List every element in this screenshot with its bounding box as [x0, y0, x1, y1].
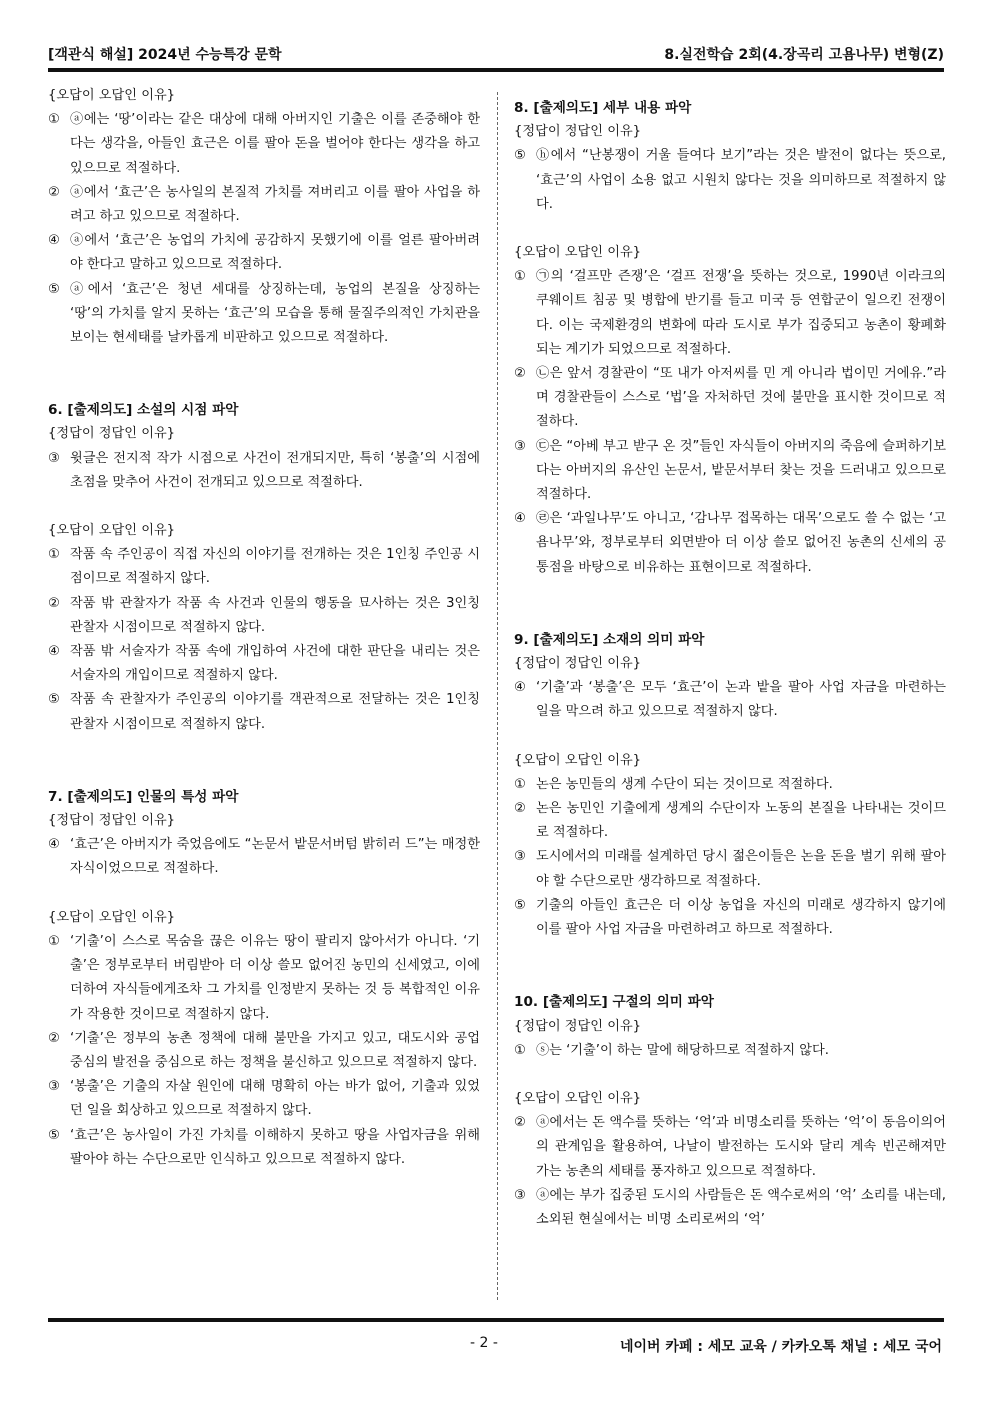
subsection-label: {정답이 정답인 이유}: [48, 813, 176, 829]
subsection-label: {오답이 오답인 이유}: [48, 909, 176, 925]
answer-item: [48, 1027, 480, 1075]
choice-number: ②: [48, 595, 60, 611]
choice-number: ③: [48, 1079, 60, 1095]
subsection-label: {오답이 오답인 이유}: [48, 88, 176, 103]
spacer: [48, 737, 480, 761]
answer-item: [48, 688, 480, 736]
choice-number: ②: [514, 366, 526, 382]
section-heading: 6. [출제의도] 소설의 시점 파악: [48, 402, 239, 419]
header-subtitle: 8.실전학습 2회(4.장곡리 고욤나무) 변형(Z): [664, 47, 944, 63]
spacer: [514, 725, 946, 749]
choice-number: ③: [48, 450, 60, 466]
choice-number: ①: [514, 269, 526, 285]
answer-item: [514, 507, 946, 580]
choice-number: ③: [514, 438, 526, 454]
footer-credit: 네이버 카페 : 세모 교육 / 카카오톡 채널 : 세모 국어: [619, 1339, 942, 1355]
item-text: ㉣은 ‘과일나무’도 아니고, ‘감나무 접목하는 대목’으로도 쓸 수 없는 ‘고욤나무’와, 정부로부터 외면받아 더 이상 쓸모 없어진 농촌의 신세의 공통점을 바탕으로 비유하는 표현이므로 적절하다.: [536, 511, 946, 575]
answer-item: [48, 447, 480, 495]
header-rule: [48, 68, 944, 72]
footer-rule: [48, 1318, 944, 1322]
header-title: [객관식 해설] 2024년 수능특강 문학: [48, 47, 282, 63]
answer-item: [48, 229, 480, 277]
answer-item: [514, 845, 946, 893]
item-text: ⓐ에서 ‘효근’은 농업의 가치에 공감하지 못했기에 이를 얼른 팔아버려야 한다고 말하고 있으므로 적절하다.: [70, 233, 480, 273]
item-text: ⓗ에서 “난봉쟁이 거울 들여다 보기”라는 것은 발전이 없다는 뜻으로, ‘효근’의 사업이 소용 없고 시원치 않다는 것을 의미하므로 적절하지 않다.: [536, 148, 946, 212]
answer-item: [514, 1184, 946, 1232]
subsection-label: {정답이 정답인 이유}: [514, 124, 642, 140]
answer-item: [48, 833, 480, 881]
item-text: ⓐ에서는 돈 액수를 뜻하는 ‘억’과 비명소리를 뜻하는 ‘억’이 동음이의어의 관계임을 활용하여, 나날이 발전하는 도시와 달리 계속 빈곤해져만 가는 농촌의 세태를 풍자하고 있으므로 적절하다.: [536, 1115, 946, 1179]
subsection-label: {정답이 정답인 이유}: [48, 426, 176, 442]
item-text: ⓐ에서 ‘효근’은 청년 세대를 상징하는데, 농업의 본질을 상징하는 ‘땅’의 가치를 알지 못하는 ‘효근’의 모습을 통해 물질주의적인 가치관을 보이는 현세태를 날카롭게 비판하고 있으므로 적절하다.: [70, 281, 480, 346]
item-text: 작품 속 주인공이 직접 자신의 이야기를 전개하는 것은 1인칭 주인공 시점이므로 적절하지 않다.: [70, 547, 480, 587]
choice-number: ④: [48, 837, 60, 853]
choice-number: ④: [514, 680, 526, 696]
section-heading: 8. [출제의도] 세부 내용 파악: [514, 100, 692, 116]
answer-item: [48, 640, 480, 688]
spacer: [48, 374, 480, 398]
item-text: ㉡은 앞서 경찰관이 “또 내가 아저씨를 민 게 아니라 법이민 거에유.”라며 경찰관들이 스스로 ‘법’을 자처하던 것에 불만을 표시한 것이므로 적절하다.: [536, 366, 946, 430]
subsection-label: {오답이 오답인 이유}: [48, 523, 176, 539]
choice-number: ②: [48, 1030, 60, 1046]
left-column: [48, 84, 480, 1313]
spacer: [514, 1063, 946, 1087]
answer-item: [514, 1039, 946, 1063]
choice-number: ①: [514, 776, 526, 792]
answer-item: [48, 1124, 480, 1172]
section-heading: 10. [출제의도] 구절의 의미 파악: [514, 994, 714, 1011]
choice-number: ③: [514, 1187, 526, 1203]
choice-number: ①: [48, 933, 60, 949]
right-column: [514, 84, 946, 1313]
item-text: ⓐ에는 ‘땅’이라는 같은 대상에 대해 아버지인 기출은 이를 존중해야 한다는 생각을, 아들인 효근은 이를 팔아 돈을 벌어야 한다는 생각을 하고 있으므로 적절하다.: [70, 112, 480, 176]
item-text: ⓐ에는 부가 집중된 도시의 사람들은 돈 액수로써의 ‘억’ 소리를 내는데, 소외된 현실에서는 비명 소리로써의 ‘억’: [536, 1187, 946, 1227]
item-text: 도시에서의 미래를 설계하던 당시 젊은이들은 논을 돈을 벌기 위해 팔아야 할 수단으로만 생각하므로 적절하다.: [536, 849, 946, 889]
section-heading: 9. [출제의도] 소재의 의미 파악: [514, 631, 705, 648]
spacer: [48, 882, 480, 906]
page-number: - 2 -: [470, 1335, 498, 1351]
answer-item: [514, 676, 946, 724]
spacer: [514, 217, 946, 241]
subsection-label: {오답이 오답인 이유}: [514, 1090, 642, 1106]
subsection-label: {오답이 오답인 이유}: [514, 245, 642, 261]
spacer: [514, 942, 946, 966]
section-heading: 7. [출제의도] 인물의 특성 파악: [48, 788, 239, 805]
choice-number: ⑤: [48, 281, 60, 297]
answer-item: [514, 144, 946, 217]
item-text: ‘기출’과 ‘봉출’은 모두 ‘효근’이 논과 밭을 팔아 사업 자금을 마련하는 일을 막으려 하고 있으므로 적절하지 않다.: [536, 680, 946, 720]
subsection-label: {정답이 정답인 이유}: [514, 1018, 642, 1034]
subsection-label: {정답이 정답인 이유}: [514, 656, 642, 672]
answer-item: [514, 435, 946, 508]
item-text: 기출의 아들인 효근은 더 이상 농업을 자신의 미래로 생각하지 않기에 이를 팔아 사업 자금을 마련하려고 하므로 적절하다.: [536, 897, 946, 938]
choice-number: ⑤: [514, 897, 526, 913]
answer-item: [514, 265, 946, 362]
item-text: ‘기출’은 정부의 농촌 정책에 대해 불만을 가지고 있고, 대도시와 공업 중심의 발전을 중심으로 하는 정책을 불신하고 있으므로 적절하지 않다.: [70, 1030, 480, 1070]
choice-number: ⑤: [48, 1127, 60, 1143]
item-text: ‘효근’은 아버지가 죽었음에도 “논문서 밭문서버텀 밝히러 드”는 매정한 자식이었으므로 적절하다.: [70, 837, 480, 877]
spacer: [48, 495, 480, 519]
item-text: ㉠의 ‘걸프만 즌쟁’은 ‘걸프 전쟁’을 뜻하는 것으로, 1990년 이라크의 쿠웨이트 침공 및 병합에 반기를 들고 미국 등 연합군이 일으킨 전쟁이다. 이는 국제환경의 변화에 따라 도시로 부가 집중되고 농촌이 황폐화되는 계기가 되었으므로 적절하다.: [536, 269, 946, 357]
item-text: ⓐ에서 ‘효근’은 농사일의 본질적 가치를 져버리고 이를 팔아 사업을 하려고 하고 있으므로 적절하다.: [70, 184, 480, 225]
answer-item: [48, 181, 480, 229]
spacer: [514, 966, 946, 990]
page-header: [48, 44, 944, 68]
item-text: ⓢ는 ‘기출’이 하는 말에 해당하므로 적절하지 않다.: [536, 1042, 829, 1058]
spacer: [48, 350, 480, 374]
choice-number: ②: [48, 184, 60, 200]
item-text: ㉢은 “아베 부고 받구 온 것”들인 자식들이 아버지의 죽음에 슬퍼하기보다는 아버지의 유산인 논문서, 밭문서부터 찾는 것을 드러내고 있으므로 적절하다.: [536, 438, 946, 503]
choice-number: ①: [48, 547, 60, 563]
answer-item: [48, 930, 480, 1027]
item-text: ‘봉출’은 기출의 자살 원인에 대해 명확히 아는 바가 없어, 기출과 있었던 일을 회상하고 있으므로 적절하지 않다.: [70, 1079, 480, 1119]
item-text: 작품 밖 관찰자가 작품 속 사건과 인물의 행동을 묘사하는 것은 3인칭 관찰자 시점이므로 적절하지 않다.: [70, 595, 480, 635]
item-text: ‘효근’은 농사일이 가진 가치를 이해하지 못하고 땅을 사업자금을 위해 팔아야 하는 수단으로만 인식하고 있으므로 적절하지 않다.: [70, 1127, 480, 1167]
choice-number: ③: [514, 849, 526, 865]
answer-item: [514, 797, 946, 845]
answer-item: [514, 894, 946, 942]
choice-number: ⑤: [48, 692, 60, 708]
choice-number: ①: [48, 112, 60, 128]
answer-item: [48, 543, 480, 591]
item-text: 작품 밖 서술자가 작품 속에 개입하여 사건에 대한 판단을 내리는 것은 서술자의 개입이므로 적절하지 않다.: [70, 644, 480, 684]
item-text: 작품 속 관찰자가 주인공의 이야기를 객관적으로 전달하는 것은 1인칭 관찰자 시점이므로 적절하지 않다.: [70, 692, 480, 732]
answer-item: [514, 1111, 946, 1184]
spacer: [514, 604, 946, 628]
choice-number: ②: [514, 1115, 526, 1131]
answer-item: [48, 1075, 480, 1123]
choice-number: ①: [514, 1042, 526, 1058]
answer-item: [48, 592, 480, 640]
choice-number: ⑤: [514, 148, 526, 164]
spacer: [48, 761, 480, 785]
choice-number: ④: [514, 511, 526, 527]
item-text: 논은 농민들의 생계 수단이 되는 것이므로 적절하다.: [536, 776, 833, 792]
answer-item: [514, 773, 946, 797]
choice-number: ④: [48, 233, 60, 249]
item-text: ‘기출’이 스스로 목숨을 끊은 이유는 땅이 팔리지 않아서가 아니다. ‘기출’은 정부로부터 버림받아 더 이상 쓸모 없어진 농민의 신세였고, 이에 더하여 자식들에게조차 그 가치를 인정받지 못하는 것 등 복합적인 이유가 작용한 것이므로 적절하지 않다.: [70, 933, 480, 1022]
item-text: 논은 농민인 기출에게 생계의 수단이자 노동의 본질을 나타내는 것이므로 적절하다.: [536, 801, 946, 841]
answer-item: [48, 108, 480, 181]
spacer: [514, 580, 946, 604]
answer-item: [514, 362, 946, 435]
choice-number: ④: [48, 644, 60, 660]
choice-number: ②: [514, 801, 526, 817]
subsection-label: {오답이 오답인 이유}: [514, 752, 642, 768]
spacer: [514, 84, 946, 96]
answer-item: [48, 278, 480, 351]
column-divider: [497, 92, 498, 1300]
item-text: 윗글은 전지적 작가 시점으로 사건이 전개되지만, 특히 ‘봉출’의 시점에 초점을 맞추어 사건이 전개되고 있으므로 적절하다.: [70, 450, 480, 490]
